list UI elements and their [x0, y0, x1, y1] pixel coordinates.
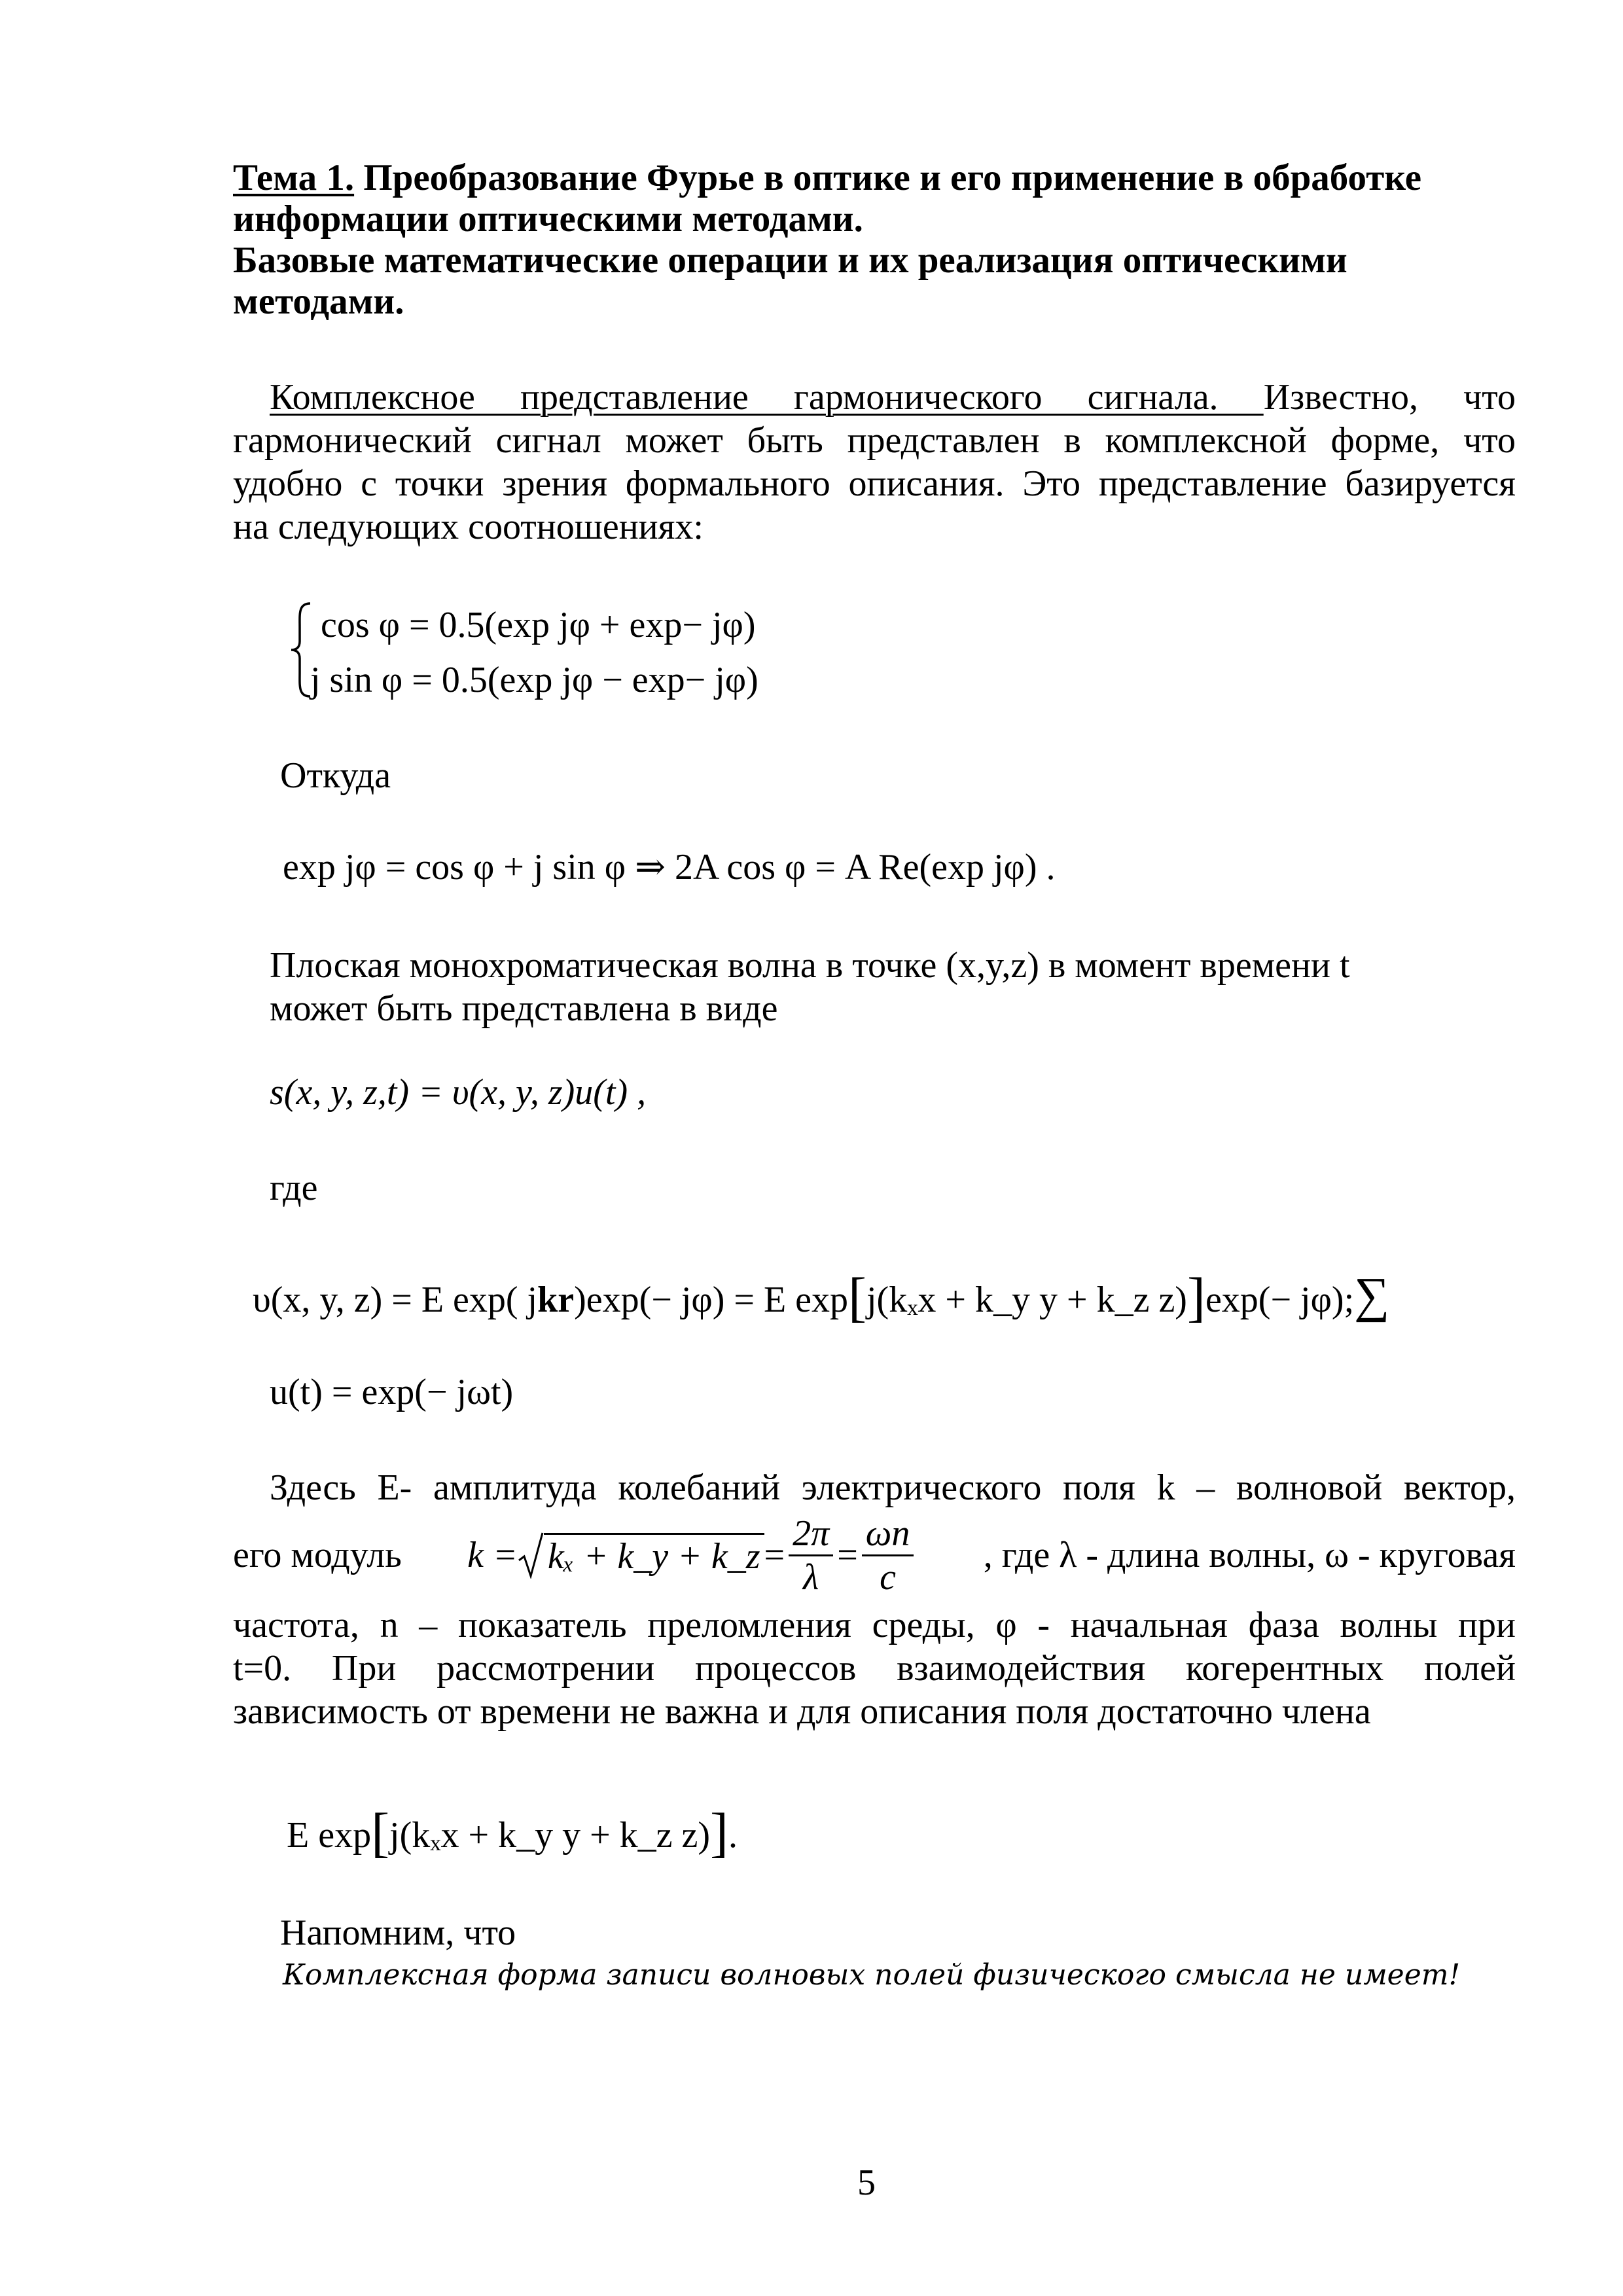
intro-paragraph — [233, 376, 1516, 548]
italic-note: Комплексная форма записи волновых полей физического смысла не имеет! — [283, 1958, 1461, 1992]
sigma-symbol: ∑ — [1354, 1268, 1390, 1323]
intro-line-4: на следующих соотношениях: — [233, 507, 704, 547]
upsilon-inner: j(kₓx + k_y y + k_z z) — [866, 1280, 1187, 1320]
plane-wave-line-2: может быть представлена в виде — [270, 988, 778, 1029]
u-equation: u(t) = exp(− jωt) — [270, 1372, 514, 1412]
wavelength-text: , где λ - длина волны, ω - круговая — [983, 1535, 1516, 1575]
s-equation: s(x, y, z,t) = υ(x, y, z)u(t) , — [270, 1072, 647, 1113]
explanation-line-3: частота, n – показатель преломления среды, φ - начальная фаза волны при — [233, 1605, 1516, 1645]
plane-wave-paragraph — [270, 944, 1513, 1030]
heading-line-3: Базовые математические операции и их реализация оптическими — [233, 240, 1347, 281]
explanation-rest — [233, 1604, 1516, 1733]
remind-text: Напомним, что — [280, 1912, 516, 1953]
explanation-line-2 — [233, 1509, 1516, 1601]
modulus-label: его модуль — [233, 1535, 402, 1575]
euler-equation: exp jφ = cos φ + j sin φ ⇒ 2A cos φ = A Re(exp jφ) . — [283, 847, 1056, 888]
intro-line-2: гармонический сигнал может быть представлен в комплексной форме, что — [233, 420, 1516, 461]
system-eq-2: j sin φ = 0.5(exp jφ − exp− jφ) — [310, 660, 758, 700]
heading-line-2: информации оптическими методами. — [233, 198, 863, 240]
explanation-line-1: Здесь E- амплитуда колебаний электрического поля k – волновой вектор, — [270, 1467, 1516, 1508]
system-eq-1: cos φ = 0.5(exp jφ + exp− jφ) — [321, 605, 756, 645]
k-modulus-formula: k = kₓ + k_y + k_z = $\frac{2\pi}{\lambda}$ = $\frac{\omega n}{c}$ — [467, 1513, 918, 1598]
explanation-line-5: зависимость от времени не важна и для описания поля достаточно члена — [233, 1691, 1371, 1732]
sqrt-sign: kₓ + k_y + k_z — [518, 1533, 764, 1578]
gde-label: где — [270, 1168, 318, 1208]
heading-line-4: методами. — [233, 281, 404, 322]
topic-label: Тема 1. — [233, 157, 355, 198]
intro-line-1: Комплексное представление гармонического сигнала. Известно, что — [270, 377, 1516, 418]
fraction-2pi-lambda: $\frac{2\pi}{\lambda}$ — [789, 1513, 833, 1598]
sqrt-icon — [518, 1532, 544, 1579]
heading — [233, 157, 1509, 322]
upsilon-equation: υ(x, y, z) = E exp( jkr)exp(− jφ) = E exp[j(kₓx + k_y y + k_z z)]exp(− jφ);∑ — [253, 1267, 1390, 1328]
intro-underlined-term: Комплексное представление гармонического сигнала. — [270, 377, 1264, 418]
intro-line-3: удобно с точки зрения формального описания. Это представление базируется — [233, 463, 1516, 504]
heading-line-1: Тема 1. Преобразование Фурье в оптике и его применение в обработке — [233, 157, 1422, 198]
fraction-omega-n-c: $\frac{\omega n}{c}$ — [862, 1513, 914, 1598]
field-equation: E exp[j(kₓx + k_y y + k_z z)]. — [287, 1803, 738, 1863]
page-number: 5 — [857, 2162, 876, 2203]
plane-wave-line-1: Плоская монохроматическая волна в точке (x,y,z) в момент времени t — [270, 945, 1350, 986]
kr-vector: kr — [537, 1280, 575, 1320]
otkuda-label: Откуда — [280, 755, 391, 796]
explanation-line-4: t=0. При рассмотрении процессов взаимодействия когерентных полей — [233, 1648, 1516, 1689]
